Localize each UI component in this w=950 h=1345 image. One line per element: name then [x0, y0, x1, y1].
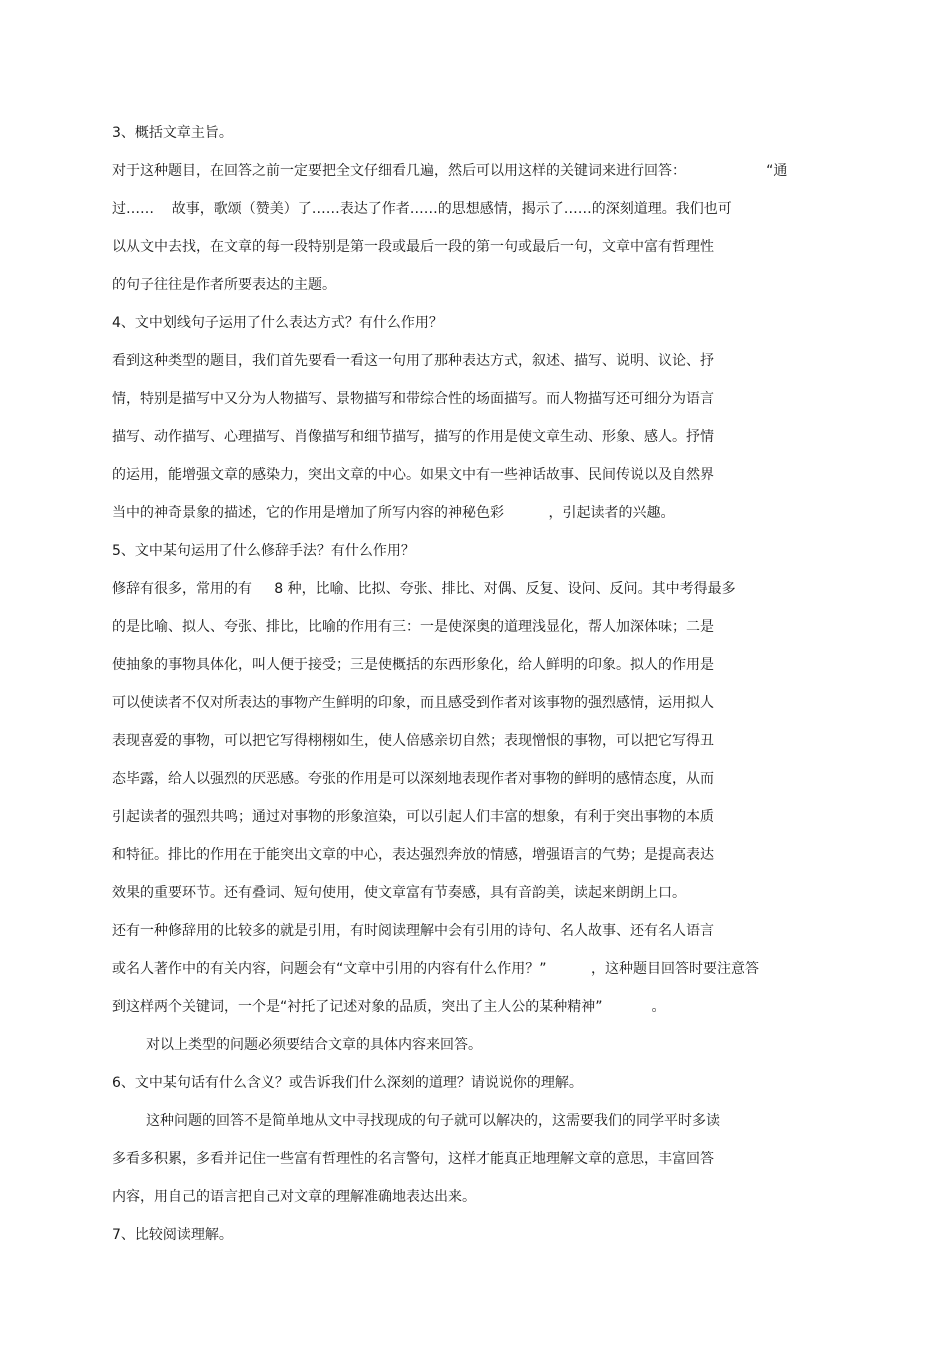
- paragraph-line: 态毕露，给人以强烈的厌恶感。夸张的作用是可以深刻地表现作者对事物的鲜明的感情态度，从而: [112, 771, 714, 787]
- section-heading-6: 6、文中某句话有什么含义？或告诉我们什么深刻的道理？请说说你的理解。: [112, 1075, 583, 1091]
- paragraph-line: 对于这种题目，在回答之前一定要把全文仔细看几遍，然后可以用这样的关键词来进行回答： “通: [112, 163, 788, 179]
- paragraph-line: 的运用，能增强文章的感染力，突出文章的中心。如果文中有一些神话故事、民间传说以及自然界: [112, 467, 714, 483]
- paragraph-line: 到这样两个关键词，一个是“衬托了记述对象的品质，突出了主人公的某种精神” 。: [112, 999, 666, 1015]
- section-heading-7: 7、比较阅读理解。: [112, 1227, 233, 1243]
- section-heading-5: 5、文中某句运用了什么修辞手法？有什么作用？: [112, 543, 415, 559]
- paragraph-line: 的句子往往是作者所要表达的主题。: [112, 277, 336, 293]
- paragraph-line: 看到这种类型的题目，我们首先要看一看这一句用了那种表达方式，叙述、描写、说明、议论、抒: [112, 353, 714, 369]
- paragraph-line: 内容，用自己的语言把自己对文章的理解准确地表达出来。: [112, 1189, 476, 1205]
- paragraph-line: 多看多积累，多看并记住一些富有哲理性的名言警句，这样才能真正地理解文章的意思，丰富回答: [112, 1151, 714, 1167]
- paragraph-line-indented: 对以上类型的问题必须要结合文章的具体内容来回答。: [146, 1037, 482, 1053]
- paragraph-line: 还有一种修辞用的比较多的就是引用，有时阅读理解中会有引用的诗句、名人故事、还有名人语言: [112, 923, 714, 939]
- paragraph-line: 以从文中去找，在文章的每一段特别是第一段或最后一段的第一句或最后一句，文章中富有哲理性: [112, 239, 714, 255]
- paragraph-line: 描写、动作描写、心理描写、肖像描写和细节描写，描写的作用是使文章生动、形象、感人。抒情: [112, 429, 714, 445]
- paragraph-line: 可以使读者不仅对所表达的事物产生鲜明的印象，而且感受到作者对该事物的强烈感情，运用拟人: [112, 695, 714, 711]
- paragraph-line: 过…… 故事，歌颂（赞美）了……表达了作者……的思想感情，揭示了……的深刻道理。我们也可: [112, 201, 732, 217]
- paragraph-line: 效果的重要环节。还有叠词、短句使用，使文章富有节奏感，具有音韵美，读起来朗朗上口。: [112, 885, 686, 901]
- paragraph-line: 或名人著作中的有关内容，问题会有“文章中引用的内容有什么作用？” ，这种题目回答时要注意答: [112, 961, 760, 977]
- paragraph-line: 和特征。排比的作用在于能突出文章的中心，表达强烈奔放的情感，增强语言的气势；是提高表达: [112, 847, 714, 863]
- paragraph-line: 表现喜爱的事物，可以把它写得栩栩如生，使人倍感亲切自然；表现憎恨的事物，可以把它写得丑: [112, 733, 714, 749]
- paragraph-line: 修辞有很多，常用的有 8 种，比喻、比拟、夸张、排比、对偶、反复、设问、反问。其中考得最多: [112, 581, 736, 597]
- section-heading-3: 3、概括文章主旨。: [112, 125, 233, 141]
- paragraph-line-indented: 这种问题的回答不是简单地从文中寻找现成的句子就可以解决的，这需要我们的同学平时多读: [146, 1113, 720, 1129]
- paragraph-line: 情，特别是描写中又分为人物描写、景物描写和带综合性的场面描写。而人物描写还可细分为语言: [112, 391, 714, 407]
- paragraph-line: 引起读者的强烈共鸣；通过对事物的形象渲染，可以引起人们丰富的想象，有利于突出事物的本质: [112, 809, 714, 825]
- paragraph-line: 的是比喻、拟人、夸张、排比，比喻的作用有三：一是使深奥的道理浅显化，帮人加深体味；二是: [112, 619, 714, 635]
- paragraph-line: 当中的神奇景象的描述，它的作用是增加了所写内容的神秘色彩 ，引起读者的兴趣。: [112, 505, 675, 521]
- paragraph-line: 使抽象的事物具体化，叫人便于接受；三是使概括的东西形象化，给人鲜明的印象。拟人的作用是: [112, 657, 714, 673]
- section-heading-4: 4、文中划线句子运用了什么表达方式？有什么作用？: [112, 315, 443, 331]
